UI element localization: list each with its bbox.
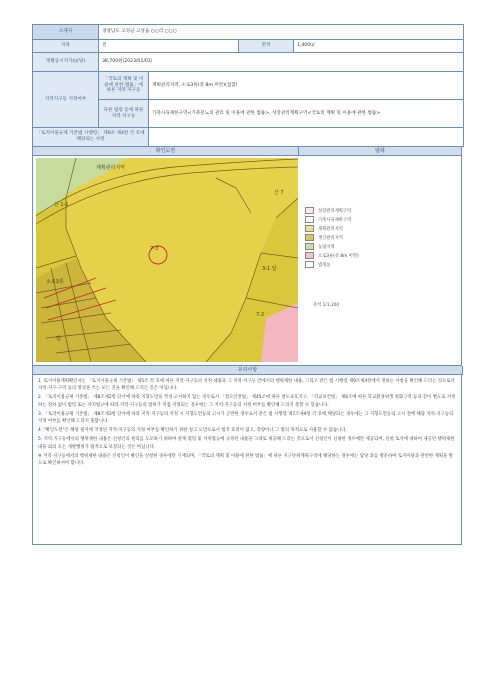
legend-item [305,242,359,251]
land-category-value: 전 [99,40,239,53]
legend-swatch [305,252,314,259]
map-text-5: 소로3류 [46,279,64,285]
official-price-value: 38,700원(2023/01/01) [99,53,464,72]
remarks-body [32,375,462,545]
enforcement-decree-label: 「토지이용규제 기본법 시행령」 제9조 제4항 각 호에 해당되는 사항 [33,128,149,147]
land-use-certificate [32,24,462,679]
remarks-title: 유의사항 [32,366,463,375]
legend-item-label: 성장관리계획구역 [318,208,352,214]
legend-swatch [305,234,314,241]
map-section [32,156,462,366]
official-price-label: 개별공시지가(㎡당) [33,53,99,72]
info-table [32,24,464,147]
map-scale: 축척 1/1,200 [313,303,340,308]
area-value: 1,400㎡ [294,40,464,53]
area-label: 면적 [239,40,294,53]
legend-item-label: 농림지역 [318,244,335,250]
zoning-label: 지역지구등 지정여부 [33,72,99,128]
zoning-sub2-label: 다른 법령 등에 따른 지역·지구등 [99,100,149,128]
enforcement-decree-value [149,128,464,147]
legend-item [305,215,359,224]
map-text-2: 산 1-1 [54,202,69,208]
remark-paragraph: 4. "확인도면"은 해당 필지에 지정된 지역·지구등의 지정 여부를 확인하기 위한 참고 도면으로서 법적 효력이 없고, 측량이나 그 밖의 목적으로 사용할 수 없습니다. [38,428,347,434]
map-text-1: 계획관리지역 [96,165,125,171]
remark-paragraph: 2. 「토지이용규제 기본법」 제8조제2항 단서에 따라 지형도면을 작성·고시하지 않는 경우로서 「철도안전법」 제45조에 따른 철도보호지구, 「학교보건법」 제6조에 따른 학교환경위생 정화구역 등과 같이 별도로 지정하는 절차 없이 법령 또는 자치법규에 따라 지역·지구등의 범위가 직접 지정되는 경우에는 그 지역·지구등의 지정 여부를 확인해 드리지 못할 수 있습니다. [38,395,456,408]
location-label: 소재지 [33,25,99,40]
legend-item [305,260,359,269]
map-text-7: 7-2 [256,312,265,318]
zoning-sub1-label: 「국토의 계획 및 이용에 관한 법률」에 따른 지역·지구등 [99,72,149,100]
location-value: 경상남도 고성군 고성읍 ○○리 ○○○ [99,25,464,40]
legend-swatch [305,207,314,214]
zoning-sub2-value: 가축사육제한구역<가축분뇨의 관리 및 이용에 관한 법률>, 성장관리계획구역<국토의 계획 및 이용에 관한 법률> [149,100,464,128]
land-category-label: 지목 [33,40,99,53]
legend-item-label: 생산관리지역 [318,235,343,241]
map-text-4: 산 7 [274,190,284,196]
legend-item-label: 가축사육제한구역 [318,217,352,223]
legend-item [305,251,359,260]
remark-paragraph: 3. 「토지이용규제 기본법」 제8조제3항 단서에 따라 지역·지구등의 지정 시 지형도면등의 고시가 곤란한 경우로서 같은 법 시행령 제7조제4항 각 호에 해당되는 경우에는 그 지형도면등의 고시 전에 해당 지역·지구등의 지정 여부를 확인해 드리지 못합니다. [38,411,454,425]
remark-paragraph: 5. 지역·지구등에서의 행위제한 내용은 신청인의 편의를 도모하기 위하여 관계 법령 및 자치법규에 규정된 내용을 그대로 제공해 드리는 것으로서 신청인이 신청한 경우에만 제공되며, 신청 토지에 대하여 제공된 행위제한 내용 외의 모든 개발행위가 법적으로 보장되는 것은 아닙니다. [38,437,455,450]
map-text-6: 3-1 답 [262,266,277,272]
legend-item [305,233,359,242]
legend-item-label: 계획관리지역 [318,226,343,232]
legend-swatch [305,243,314,250]
legend-item [305,224,359,233]
map-text-3: 7-3 [150,246,159,252]
map-header-bar [32,147,462,156]
confirmation-map [36,158,298,362]
legend-swatch [305,216,314,223]
zoning-sub1-value: 계획관리지역, 소로3류(폭 8m 미만)(접합) [149,72,464,100]
map-legend [305,206,359,269]
legend-swatch [305,261,314,268]
map-label: 확인도면 [32,147,298,156]
legend-item-label: 소로3류(폭 8m 미만) [318,253,359,259]
legend-label: 범례 [298,147,462,156]
map-text-8: 답 [56,336,61,342]
remark-paragraph: ※ 지역·지구등에서의 행위제한 내용은 신청인이 확인을 신청한 경우에만 기재되며, 「국토의 계획 및 이용에 관한 법률」에 따른 지구단위계획구역에 해당하는 경우에는 담당 과를 방문하여 토지이용과 관련한 계획을 별도로 확인하셔야 합니다. [38,453,453,467]
legend-item [305,206,359,215]
remark-paragraph: 1. 토지이용계획확인서는 「토지이용규제 기본법」 제5조 각 호에 따른 지역·지구등의 지정 내용과 그 지역·지구등 안에서의 행위제한 내용, 그리고 같은 법 시행령 제9조제4항에서 정하는 사항을 확인해 드리는 것으로서 지역·지구·구역 등의 명칭을 쓰는 모든 것을 확인해 드리는 것은 아닙니다. [38,379,455,392]
legend-item-label: 법정동 [318,262,331,268]
legend-swatch [305,225,314,232]
